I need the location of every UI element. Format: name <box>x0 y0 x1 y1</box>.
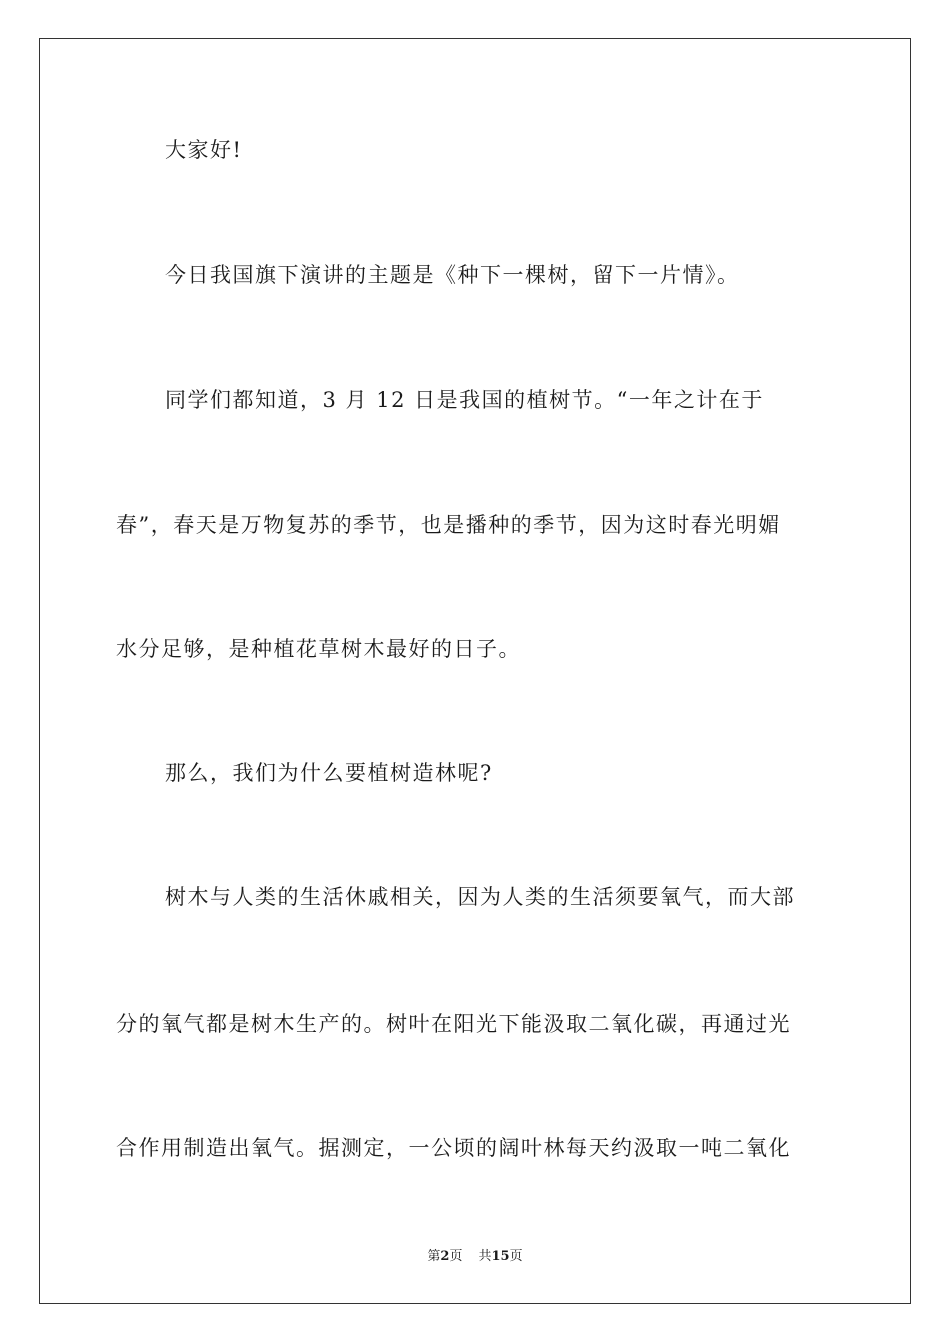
greeting-line: 大家好! <box>165 138 243 162</box>
total-pages: 15 <box>491 1249 510 1264</box>
total-suffix: 页 <box>509 1249 523 1264</box>
paragraph-1-line-1: 同学们都知道，3 月 12 日是我国的植树节。“一年之计在于 <box>165 388 764 412</box>
question-line: 那么，我们为什么要植树造林呢? <box>165 761 493 785</box>
topic-line: 今日我国旗下演讲的主题是《种下一棵树，留下一片情》。 <box>165 263 740 287</box>
total-prefix: 共 <box>478 1249 492 1264</box>
page-suffix: 页 <box>449 1249 463 1264</box>
paragraph-2-line-2: 分的氧气都是树木生产的。树叶在阳光下能汲取二氧化碳，再通过光 <box>116 1012 791 1036</box>
page-border <box>39 38 911 1304</box>
paragraph-2-line-3: 合作用制造出氧气。据测定，一公顷的阔叶林每天约汲取一吨二氧化 <box>116 1136 791 1160</box>
page-prefix: 第 <box>427 1249 441 1264</box>
paragraph-1-line-2: 春”，春天是万物复苏的季节，也是播种的季节，因为这时春光明媚 <box>116 513 781 537</box>
paragraph-2-line-1: 树木与人类的生活休戚相关，因为人类的生活须要氧气，而大部 <box>165 885 795 909</box>
page-footer <box>0 1248 950 1266</box>
page-number: 2 <box>440 1249 450 1264</box>
paragraph-1-line-3: 水分足够，是种植花草树木最好的日子。 <box>116 637 521 661</box>
